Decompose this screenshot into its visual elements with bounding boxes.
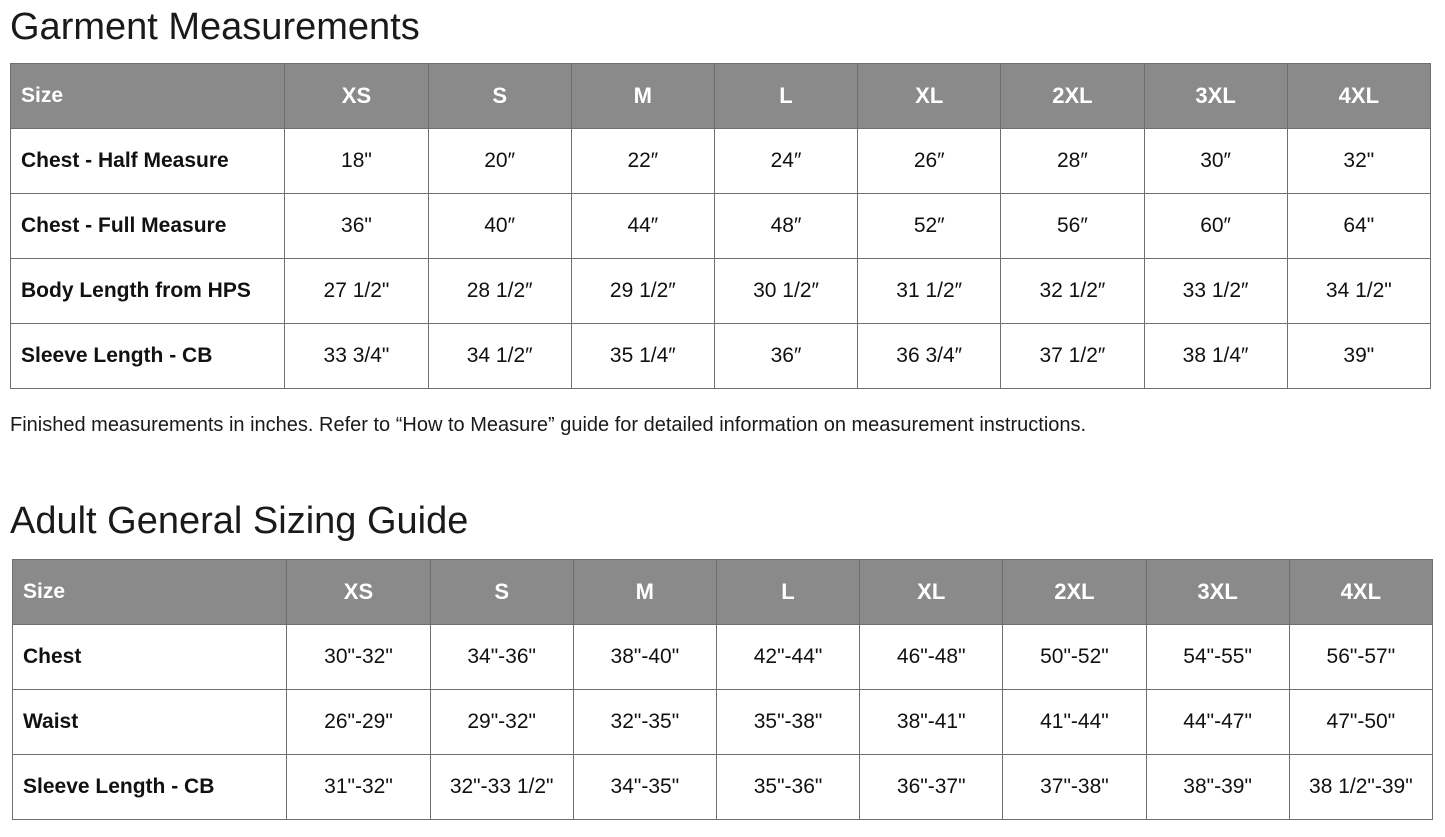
header-cell: 3XL bbox=[1144, 64, 1287, 129]
table-row bbox=[11, 324, 1431, 389]
measurement-cell: 34 1/2" bbox=[1287, 259, 1430, 324]
measurement-cell: 41"-44" bbox=[1003, 690, 1146, 755]
measurement-cell: 31"-32" bbox=[287, 755, 430, 820]
measurement-cell: 42"-44" bbox=[716, 625, 859, 690]
measurement-cell: 33 3/4" bbox=[285, 324, 428, 389]
garment-measurements-table bbox=[10, 63, 1431, 389]
header-cell-size: Size bbox=[11, 64, 285, 129]
measurement-cell: 32"-35" bbox=[573, 690, 716, 755]
measurement-cell: 28 1/2″ bbox=[428, 259, 571, 324]
measurement-cell: 56"-57" bbox=[1289, 625, 1432, 690]
measurement-cell: 28″ bbox=[1001, 129, 1144, 194]
measurement-cell: 35"-38" bbox=[716, 690, 859, 755]
measurement-cell: 64" bbox=[1287, 194, 1430, 259]
header-cell: 2XL bbox=[1003, 560, 1146, 625]
measurement-cell: 38"-41" bbox=[860, 690, 1003, 755]
header-cell: XS bbox=[285, 64, 428, 129]
row-label: Waist bbox=[13, 690, 287, 755]
measurement-cell: 18" bbox=[285, 129, 428, 194]
row-label: Sleeve Length - CB bbox=[11, 324, 285, 389]
measurement-cell: 34 1/2″ bbox=[428, 324, 571, 389]
table-row bbox=[13, 755, 1433, 820]
header-cell: S bbox=[430, 560, 573, 625]
measurement-cell: 26″ bbox=[858, 129, 1001, 194]
measurement-cell: 30″ bbox=[1144, 129, 1287, 194]
header-cell: XL bbox=[858, 64, 1001, 129]
table-row bbox=[11, 259, 1431, 324]
measurement-cell: 40″ bbox=[428, 194, 571, 259]
measurement-cell: 20″ bbox=[428, 129, 571, 194]
header-cell: L bbox=[714, 64, 857, 129]
header-cell: XS bbox=[287, 560, 430, 625]
measurement-cell: 44"-47" bbox=[1146, 690, 1289, 755]
measurement-cell: 38"-40" bbox=[573, 625, 716, 690]
header-cell: 4XL bbox=[1289, 560, 1432, 625]
table-header-row bbox=[11, 64, 1431, 129]
measurement-cell: 44″ bbox=[571, 194, 714, 259]
measurement-cell: 29"-32" bbox=[430, 690, 573, 755]
table-header-row bbox=[13, 560, 1433, 625]
measurement-cell: 60″ bbox=[1144, 194, 1287, 259]
header-cell: S bbox=[428, 64, 571, 129]
row-label: Sleeve Length - CB bbox=[13, 755, 287, 820]
measurement-cell: 35 1/4″ bbox=[571, 324, 714, 389]
measurement-cell: 36"-37" bbox=[860, 755, 1003, 820]
measurement-cell: 36″ bbox=[714, 324, 857, 389]
measurement-cell: 32 1/2″ bbox=[1001, 259, 1144, 324]
measurement-cell: 46"-48" bbox=[860, 625, 1003, 690]
header-cell: 2XL bbox=[1001, 64, 1144, 129]
table-row bbox=[13, 625, 1433, 690]
measurement-cell: 32"-33 1/2" bbox=[430, 755, 573, 820]
measurement-cell: 48″ bbox=[714, 194, 857, 259]
row-label: Chest - Half Measure bbox=[11, 129, 285, 194]
measurement-cell: 39" bbox=[1287, 324, 1430, 389]
measurement-cell: 50"-52" bbox=[1003, 625, 1146, 690]
measurement-cell: 38"-39" bbox=[1146, 755, 1289, 820]
measurement-cell: 24″ bbox=[714, 129, 857, 194]
measurement-cell: 27 1/2" bbox=[285, 259, 428, 324]
header-cell: M bbox=[571, 64, 714, 129]
measurement-cell: 35"-36" bbox=[716, 755, 859, 820]
measurement-cell: 37"-38" bbox=[1003, 755, 1146, 820]
table-row bbox=[11, 129, 1431, 194]
measurement-cell: 32" bbox=[1287, 129, 1430, 194]
measurement-cell: 22″ bbox=[571, 129, 714, 194]
row-label: Chest - Full Measure bbox=[11, 194, 285, 259]
table-row bbox=[11, 194, 1431, 259]
measurement-cell: 31 1/2″ bbox=[858, 259, 1001, 324]
table-row bbox=[13, 690, 1433, 755]
measurement-cell: 34"-36" bbox=[430, 625, 573, 690]
measurement-cell: 56″ bbox=[1001, 194, 1144, 259]
measurement-cell: 34"-35" bbox=[573, 755, 716, 820]
header-cell: 3XL bbox=[1146, 560, 1289, 625]
measurement-cell: 54"-55" bbox=[1146, 625, 1289, 690]
measurement-cell: 30 1/2″ bbox=[714, 259, 857, 324]
row-label: Chest bbox=[13, 625, 287, 690]
measurement-cell: 29 1/2″ bbox=[571, 259, 714, 324]
adult-sizing-guide-title: Adult General Sizing Guide bbox=[10, 500, 469, 542]
measurement-cell: 52″ bbox=[858, 194, 1001, 259]
measurement-cell: 36" bbox=[285, 194, 428, 259]
measurement-cell: 26"-29" bbox=[287, 690, 430, 755]
measurement-cell: 38 1/4″ bbox=[1144, 324, 1287, 389]
garment-measurements-title: Garment Measurements bbox=[10, 6, 420, 48]
measurement-cell: 47"-50" bbox=[1289, 690, 1432, 755]
measurement-cell: 36 3/4″ bbox=[858, 324, 1001, 389]
header-cell: L bbox=[716, 560, 859, 625]
adult-sizing-guide-table bbox=[12, 559, 1433, 820]
measurement-cell: 33 1/2″ bbox=[1144, 259, 1287, 324]
row-label: Body Length from HPS bbox=[11, 259, 285, 324]
header-cell: M bbox=[573, 560, 716, 625]
header-cell-size: Size bbox=[13, 560, 287, 625]
header-cell: 4XL bbox=[1287, 64, 1430, 129]
measurement-cell: 38 1/2"-39" bbox=[1289, 755, 1432, 820]
measurement-cell: 37 1/2″ bbox=[1001, 324, 1144, 389]
measurement-cell: 30"-32" bbox=[287, 625, 430, 690]
header-cell: XL bbox=[860, 560, 1003, 625]
measurement-note: Finished measurements in inches. Refer to “How to Measure” guide for detailed information on measurement instructions. bbox=[10, 414, 1087, 436]
